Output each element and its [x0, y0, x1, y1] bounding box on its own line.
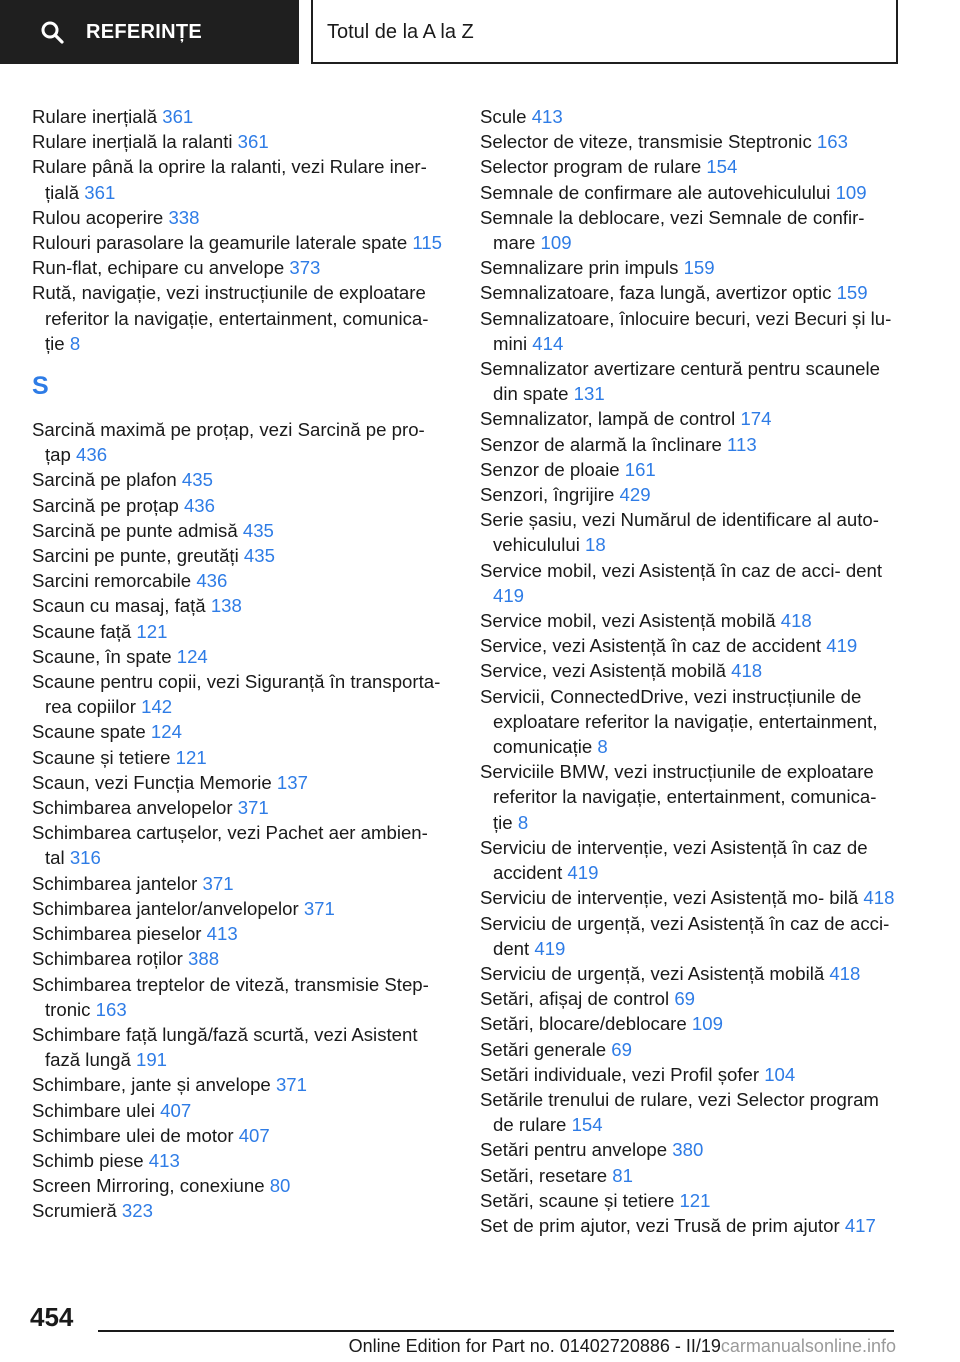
index-entry-text: Setări individuale, vezi Profil șofer [480, 1063, 765, 1085]
index-entry-page-link[interactable]: 371 [303, 897, 335, 919]
index-entry-text: Schimbarea anvelopelor [32, 797, 238, 819]
index-entry-page-link[interactable]: 435 [242, 519, 274, 541]
index-entry-text: Senzor de alarmă la înclinare [480, 433, 728, 455]
index-entry-page-link[interactable]: 413 [531, 106, 563, 127]
index-entry-page-link[interactable]: 361 [237, 131, 269, 153]
index-entry [480, 1087, 900, 1137]
index-entry-page-link[interactable]: 418 [863, 887, 895, 909]
index-entry-text: Scaun cu masaj, față [32, 595, 211, 617]
index-entry [32, 129, 452, 154]
index-entry-text: Schimbarea jantelor [32, 872, 203, 894]
index-entry-text: Service mobil, vezi Asistență în caz de acci‐ dent [480, 559, 883, 581]
index-entry-page-link[interactable]: 419 [493, 584, 525, 606]
index-entry-page-link[interactable]: 414 [532, 332, 564, 354]
index-entry-page-link[interactable]: 121 [136, 620, 168, 642]
index-entry-text: Scaune, în spate [32, 645, 177, 667]
index-entry-text: Schimbarea pieselor [32, 923, 207, 945]
index-entry-text: Rulare până la oprire la ralanti, vezi Rulare iner‐ țială [32, 156, 427, 203]
index-entry [32, 1098, 452, 1123]
index-entry [32, 946, 452, 971]
index-entry [480, 885, 900, 910]
footer-edition-text: Online Edition for Part no. 01402720886 - II/19 [348, 1336, 721, 1356]
index-entry [32, 154, 452, 204]
index-entry [32, 230, 452, 255]
index-entry-page-link[interactable]: 413 [148, 1149, 180, 1171]
index-entry-page-link[interactable]: 154 [571, 1114, 603, 1136]
index-entry [32, 280, 452, 356]
index-entry-page-link[interactable]: 419 [826, 635, 858, 657]
index-entry-text: Schimbare ulei de motor [32, 1124, 239, 1146]
index-entry-page-link[interactable]: 338 [168, 206, 200, 228]
index-entry-text: Semnalizatoare, faza lungă, avertizor optic [480, 282, 837, 304]
index-entry [480, 633, 900, 658]
index-column-left [32, 104, 452, 1224]
index-entry-text: Schimbarea treptelor de viteză, transmisie Step‐ tronic [32, 973, 429, 1020]
tab-references[interactable] [0, 0, 299, 64]
index-entry-page-link[interactable]: 388 [188, 948, 220, 970]
index-entry [480, 911, 900, 961]
index-entry-page-link[interactable]: 380 [672, 1139, 704, 1161]
index-entry-text: Rulou acoperire [32, 206, 169, 228]
index-column-right [480, 104, 900, 1238]
index-entry-text: Setări, blocare/deblocare [480, 1013, 692, 1035]
index-entry-text: Serie șasiu, vezi Numărul de identificare al auto‐ vehiculului [480, 509, 879, 556]
index-entry [480, 180, 900, 205]
index-entry-text: Serviciu de intervenție, vezi Asistență în caz de accident [480, 836, 868, 884]
index-entry-text: Setări, scaune și tetiere [480, 1189, 680, 1211]
index-entry-text: Serviciu de intervenție, vezi Asistență mo‐ bilă [480, 887, 864, 909]
index-entry [32, 770, 452, 795]
index-entry-page-link[interactable]: 124 [150, 721, 182, 743]
index-entry-page-link[interactable]: 69 [674, 988, 695, 1010]
index-entry [32, 255, 452, 280]
index-entry-page-link[interactable]: 435 [243, 545, 275, 567]
index-entry-page-link[interactable]: 371 [237, 797, 269, 819]
index-entry [480, 129, 900, 154]
index-entry-page-link[interactable]: 69 [611, 1038, 632, 1060]
index-entry-text: Semnalizator avertizare centură pentru scaunele din spate [480, 358, 880, 405]
index-entry [480, 658, 900, 683]
index-entry [32, 568, 452, 593]
index-entry [32, 1022, 452, 1072]
index-entry [32, 669, 452, 719]
index-entry-text: Schimbare față lungă/fază scurtă, vezi Asistent fază lungă [32, 1023, 418, 1071]
index-entry-page-link[interactable]: 191 [135, 1049, 168, 1071]
index-entry-page-link[interactable]: 419 [567, 862, 599, 884]
index-entry [480, 205, 900, 255]
index-entry [32, 1072, 452, 1097]
index-entry [32, 1123, 452, 1148]
index-entry [480, 507, 900, 557]
index-entry-text: Scaune spate [32, 721, 151, 743]
index-entry [32, 417, 452, 467]
footer-divider [98, 1330, 894, 1332]
index-entry [480, 432, 900, 457]
index-entry-page-link[interactable]: 429 [619, 484, 651, 506]
index-entry-text: Rută, navigație, vezi instrucțiunile de exploatare referitor la navigație, entertainment, comunica‐ ție [32, 282, 429, 354]
index-entry-page-link[interactable]: 361 [84, 181, 116, 203]
index-entry-page-link[interactable]: 159 [836, 282, 868, 304]
index-entry-page-link[interactable]: 174 [740, 408, 772, 430]
tab-a-to-z-label: Totul de la A la Z [327, 21, 474, 43]
index-entry-text: Scaune și tetiere [32, 746, 176, 768]
index-entry-page-link[interactable]: 137 [276, 771, 308, 793]
index-entry-text: Rulouri parasolare la geamurile laterale spate [32, 232, 413, 254]
index-entry [480, 482, 900, 507]
footer-watermark: carmanualsonline.info [720, 1336, 896, 1356]
index-entry-text: Semnale la deblocare, vezi Semnale de confir‐ mare [480, 206, 865, 254]
index-entry-text: Schimbare, jante și anvelope [32, 1074, 276, 1096]
index-entry-page-link[interactable]: 418 [829, 962, 861, 984]
index-entry-text: Setări generale [480, 1038, 612, 1060]
index-entry [32, 205, 452, 230]
index-entry-page-link[interactable]: 109 [691, 1013, 723, 1035]
index-entry [480, 558, 900, 608]
index-entry [32, 644, 452, 669]
index-entry-text: Set de prim ajutor, vezi Trusă de prim ajutor [480, 1214, 845, 1236]
index-entry [32, 820, 452, 870]
index-entry-text: Senzor de ploaie [480, 458, 625, 480]
index-entry-text: Sarcină pe punte admisă [32, 519, 243, 541]
index-entry-page-link[interactable]: 361 [162, 106, 194, 127]
index-entry-page-link[interactable]: 373 [289, 257, 321, 279]
index-entry-page-link[interactable]: 163 [816, 131, 848, 153]
index-entry [32, 745, 452, 770]
index-entry-text: Schimbare ulei [32, 1099, 161, 1121]
index-entry-page-link[interactable]: 371 [202, 872, 234, 894]
index-entry [32, 719, 452, 744]
index-entry [480, 608, 900, 633]
index-entry [32, 104, 452, 129]
section-letter: S [32, 372, 49, 401]
index-entry-page-link[interactable]: 138 [210, 595, 242, 617]
index-entry-text: Service, vezi Asistență mobilă [480, 660, 732, 682]
index-entry [480, 1037, 900, 1062]
index-entry [32, 493, 452, 518]
index-entry [32, 1198, 452, 1223]
index-entry [32, 619, 452, 644]
index-entry-page-link[interactable]: 109 [540, 232, 572, 254]
index-entry-text: Selector program de rulare [480, 156, 707, 178]
index-entry-page-link[interactable]: 323 [121, 1200, 153, 1222]
index-entry-text: Rulare inerțială [32, 106, 163, 127]
index-entry [32, 972, 452, 1022]
index-entry-text: Sarcină maximă pe proțap, vezi Sarcină pe pro‐ țap [32, 419, 425, 466]
index-entry-page-link[interactable]: 8 [517, 811, 529, 833]
index-entry-page-link[interactable]: 417 [844, 1214, 876, 1236]
index-entry [480, 457, 900, 482]
index-entry-text: Schimb piese [32, 1149, 149, 1171]
index-entry-text: Setările trenului de rulare, vezi Selector program de rulare [480, 1088, 879, 1136]
index-entry-text: Scaune față [32, 620, 137, 642]
index-entry [480, 1163, 900, 1188]
index-entry [480, 104, 900, 129]
index-entry-page-link[interactable]: 124 [176, 645, 208, 667]
index-entry-text: Semnale de confirmare ale autovehiculului [480, 181, 836, 203]
index-entry-page-link[interactable]: 436 [196, 570, 228, 592]
index-entry-page-link[interactable]: 159 [683, 257, 715, 279]
index-entry [480, 280, 900, 305]
index-entry-page-link[interactable]: 109 [835, 181, 867, 203]
index-entry [480, 684, 900, 760]
top-navigation-bar [0, 0, 960, 66]
index-entry-page-link[interactable]: 418 [731, 660, 763, 682]
index-entry-text: Sarcină pe proțap [32, 494, 184, 516]
index-entry [480, 1137, 900, 1162]
index-entry-page-link[interactable]: 121 [175, 746, 207, 768]
index-entry-text: Semnalizare prin impuls [480, 257, 684, 279]
index-entry-text: Sarcină pe plafon [32, 469, 182, 491]
index-entry-text: Scrumieră [32, 1200, 122, 1222]
page-number: 454 [30, 1302, 74, 1332]
index-entry-text: Setări pentru anvelope [480, 1139, 673, 1161]
index-entry-text: Semnalizatoare, înlocuire becuri, vezi Becuri și lu‐ mini [480, 307, 892, 354]
index-entry-text: Selector de viteze, transmisie Steptronic [480, 131, 817, 153]
index-entry-text: Scaune pentru copii, vezi Siguranță în transporta‐ rea copiilor [32, 671, 441, 718]
index-entry [32, 1173, 452, 1198]
index-entry-text: Run-flat, echipare cu anvelope [32, 257, 290, 279]
index-entry-text: Semnalizator, lampă de control [480, 408, 741, 430]
search-icon [40, 20, 64, 44]
index-entry [480, 406, 900, 431]
index-entry [32, 1148, 452, 1173]
index-entry-page-link[interactable]: 413 [206, 923, 238, 945]
index-entry-page-link[interactable]: 121 [679, 1189, 711, 1211]
index-entry-page-link[interactable]: 142 [141, 696, 173, 718]
index-entry-page-link[interactable]: 131 [573, 383, 605, 405]
index-entry [480, 986, 900, 1011]
index-entry-text: Setări, afișaj de control [480, 988, 675, 1010]
index-entry-page-link[interactable]: 113 [727, 433, 757, 455]
index-entry-page-link[interactable]: 8 [69, 332, 81, 354]
index-entry-page-link[interactable]: 316 [69, 847, 101, 869]
index-entry [480, 1062, 900, 1087]
index-entry-text: Setări, resetare [480, 1164, 613, 1186]
index-entry-page-link[interactable]: 80 [269, 1175, 291, 1197]
index-entry-text: Screen Mirroring, conexiune [32, 1175, 270, 1197]
index-entry-text: Serviciile BMW, vezi instrucțiunile de exploatare referitor la navigație, entertainment, comunica‐ ție [480, 761, 877, 833]
index-entry-text: Serviciu de urgență, vezi Asistență mobilă [480, 962, 830, 984]
index-entry-text: Rulare inerțială la ralanti [32, 131, 238, 153]
index-entry-text: Senzori, îngrijire [480, 484, 620, 506]
footer-edition [280, 1336, 896, 1357]
index-entry-page-link[interactable]: 104 [764, 1063, 796, 1085]
index-entry-text: Servicii, ConnectedDrive, vezi instrucțiunile de exploatare referitor la navigație, entertainment, comunicație [480, 685, 878, 758]
index-entry-page-link[interactable]: 115 [412, 232, 443, 254]
tab-references-label: REFERINȚE [86, 21, 203, 43]
index-entry-text: Scule [480, 106, 532, 127]
index-entry-text: Scaun, vezi Funcția Memorie [32, 771, 277, 793]
index-entry-text: Schimbarea cartușelor, vezi Pachet aer ambien‐ tal [32, 822, 428, 869]
index-entry [32, 543, 452, 568]
index-entry-text: Schimbarea roților [32, 948, 189, 970]
index-entry [32, 795, 452, 820]
index-entry-page-link[interactable]: 407 [160, 1099, 192, 1121]
index-entry [32, 871, 452, 896]
index-entry [480, 154, 900, 179]
index-entry-page-link[interactable]: 8 [597, 736, 608, 758]
index-entry [480, 961, 900, 986]
index-entry [480, 759, 900, 835]
index-entry-page-link[interactable]: 371 [275, 1074, 307, 1096]
index-entry-page-link[interactable]: 436 [183, 494, 215, 516]
index-entry [32, 467, 452, 492]
index-entry-page-link[interactable]: 435 [181, 469, 213, 491]
index-entry [480, 1188, 900, 1213]
index-entry-page-link[interactable]: 407 [238, 1124, 270, 1146]
index-entry [480, 835, 900, 885]
index-entry-text: Serviciu de urgență, vezi Asistență în caz de acci‐ dent [480, 912, 890, 959]
index-entry [480, 306, 900, 356]
index-entry-text: Sarcini remorcabile [32, 570, 197, 592]
index-entry-page-link[interactable]: 436 [76, 444, 108, 466]
index-entry-text: Service, vezi Asistență în caz de accident [480, 635, 827, 657]
index-entry-page-link[interactable]: 154 [706, 156, 738, 178]
index-entry [480, 1011, 900, 1036]
index-entry [480, 1213, 900, 1238]
index-entry [32, 593, 452, 618]
index-entry [32, 921, 452, 946]
index-entry-text: Schimbarea jantelor/anvelopelor [32, 897, 304, 919]
index-entry [480, 255, 900, 280]
index-entry-text: Service mobil, vezi Asistență mobilă [480, 610, 781, 632]
index-entry-page-link[interactable]: 161 [624, 458, 656, 480]
index-entry-page-link[interactable]: 418 [780, 610, 812, 632]
index-entry-page-link[interactable]: 81 [612, 1164, 633, 1186]
index-entry-page-link[interactable]: 18 [585, 534, 606, 556]
index-entry [32, 896, 452, 921]
index-entry [480, 356, 900, 406]
index-entry-page-link[interactable]: 419 [534, 937, 566, 959]
index-entry-page-link[interactable]: 163 [95, 998, 127, 1020]
index-entry [32, 518, 452, 543]
tab-a-to-z[interactable] [311, 0, 898, 64]
index-entry-text: Sarcini pe punte, greutăți [32, 545, 244, 567]
